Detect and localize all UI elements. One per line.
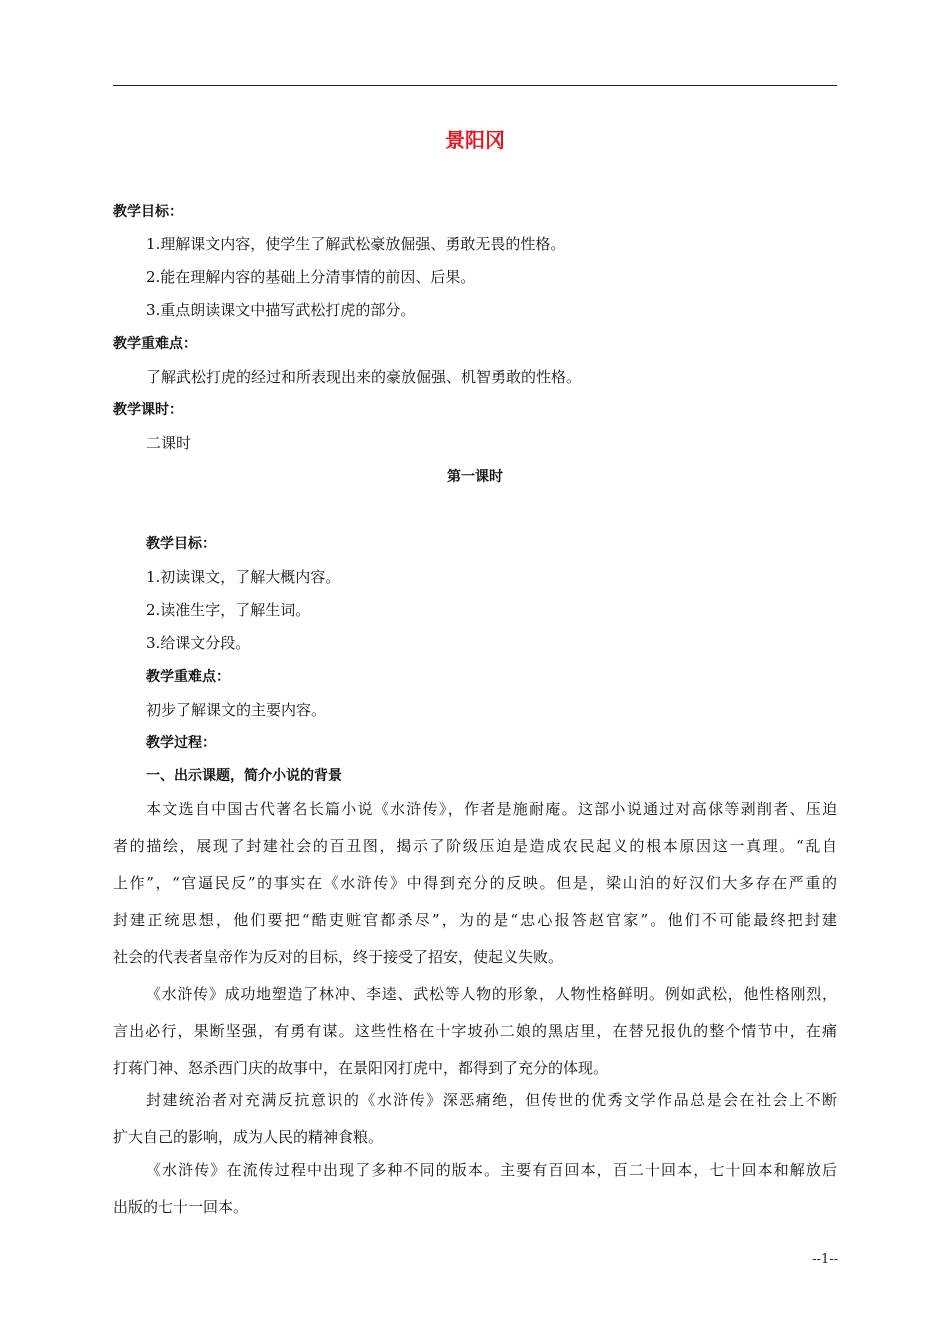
lesson-goal-item: 1.初读课文，了解大概内容。 [146, 568, 341, 586]
paragraph-line: 上作”，“官逼民反”的事实在《水浒传》中得到充分的反映。但是，梁山泊的好汉们大多存在严重的 [113, 874, 837, 892]
paragraph-line: 言出必行，果断坚强，有勇有谋。这些性格在十字坡孙二娘的黑店里，在替兄报仇的整个情节中，在痛 [113, 1022, 837, 1040]
document-title: 景阳冈 [445, 128, 505, 152]
lesson-difficulty-heading: 教学重难点： [146, 669, 230, 685]
lesson-heading: 第一课时 [447, 469, 503, 485]
lesson-goal-item: 2.读准生字，了解生词。 [146, 601, 311, 619]
lesson-goal-item: 3.给课文分段。 [146, 634, 251, 652]
paragraph-line: 打蒋门神、怒杀西门庆的故事中，在景阳冈打虎中，都得到了充分的体现。 [113, 1059, 609, 1077]
process-heading: 教学过程： [146, 735, 216, 751]
difficulty-text: 了解武松打虎的经过和所表现出来的豪放倔强、机智勇敢的性格。 [146, 368, 582, 386]
goals-heading: 教学目标： [113, 204, 183, 220]
lesson-difficulty-text: 初步了解课文的主要内容。 [146, 701, 327, 719]
paragraph-line: 扩大自己的影响，成为人民的精神食粮。 [113, 1128, 384, 1146]
difficulty-heading: 教学重难点： [113, 336, 197, 352]
page-number: --1-- [812, 1252, 838, 1267]
paragraph-line: 《水浒传》在流传过程中出现了多种不同的版本。主要有百回本，百二十回本，七十回本和解放后 [146, 1161, 837, 1179]
goal-item: 2.能在理解内容的基础上分清事情的前因、后果。 [146, 268, 476, 286]
paragraph-line: 出版的七十一回本。 [113, 1198, 249, 1216]
step-heading: 一、出示课题，简介小说的背景 [146, 768, 342, 784]
lesson-goals-heading: 教学目标： [146, 536, 216, 552]
paragraph-line: 封建正统思想，他们要把“酷吏赃官都杀尽”，为的是“忠心报答赵官家”。他们不可能最终把封建 [113, 911, 837, 929]
paragraph-line: 社会的代表者皇帝作为反对的目标，终于接受了招安，使起义失败。 [113, 948, 564, 966]
goal-item: 1.理解课文内容，使学生了解武松豪放倔强、勇敢无畏的性格。 [146, 235, 566, 253]
goal-item: 3.重点朗读课文中描写武松打虎的部分。 [146, 301, 416, 319]
hours-heading: 教学课时： [113, 402, 183, 418]
paragraph-line: 《水浒传》成功地塑造了林冲、李逵、武松等人物的形象，人物性格鲜明。例如武松，他性格刚烈， [146, 985, 837, 1003]
header-rule [113, 85, 837, 86]
paragraph-line: 封建统治者对充满反抗意识的《水浒传》深恶痛绝，但传世的优秀文学作品总是会在社会上不断 [146, 1091, 837, 1109]
hours-text: 二课时 [146, 434, 192, 452]
paragraph-line: 者的描绘，展现了封建社会的百丑图，揭示了阶级压迫是造成农民起义的根本原因这一真理。“乱自 [113, 837, 837, 855]
paragraph-line: 本文选自中国古代著名长篇小说《水浒传》，作者是施耐庵。这部小说通过对高俅等剥削者、压迫 [146, 800, 837, 818]
